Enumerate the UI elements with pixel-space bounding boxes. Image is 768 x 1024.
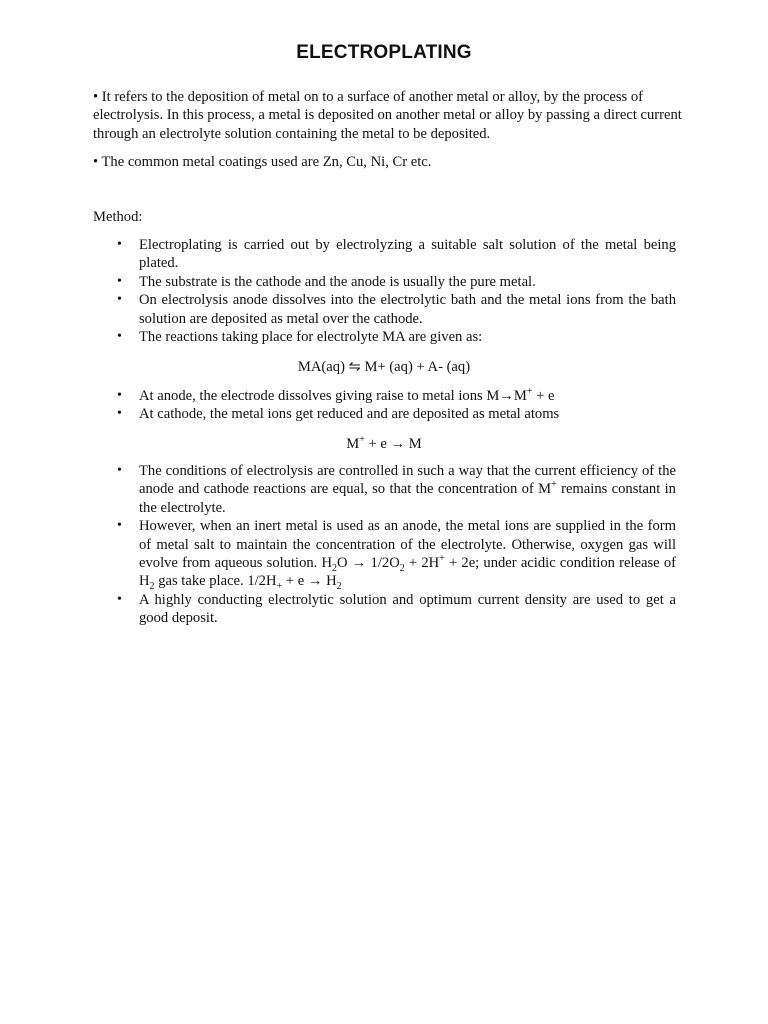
method-list-1 xyxy=(139,236,676,346)
list-item: • Electroplating is carried out by electrolyzing a suitable salt solution of the metal being plated. xyxy=(139,236,676,273)
anode-text: At anode, the electrode dissolves giving raise to metal ions M→M xyxy=(139,388,527,404)
list-item-cathode: • At cathode, the metal ions get reduced and are deposited as metal atoms xyxy=(139,405,676,423)
anode-tail: + e xyxy=(532,388,555,404)
list-item: • On electrolysis anode dissolves into the electrolytic bath and the metal ions from the bath solution are deposited as metal over the cathode. xyxy=(139,291,676,328)
method-list-2 xyxy=(139,387,676,424)
equation-reduction xyxy=(0,435,768,453)
list-item-deposit: • A highly conducting electrolytic solution and optimum current density are used to get a good deposit. xyxy=(139,591,676,628)
intro-paragraph-definition: • It refers to the deposition of metal on to a surface of another metal or alloy, by the process of electrolysis. In this process, a metal is deposited on another metal or alloy by passing a direct current through an electrolyte solution containing the metal to be deposited. xyxy=(93,89,682,142)
superscript: + xyxy=(359,434,365,446)
subscript: 2 xyxy=(332,562,338,574)
list-item-inert-anode xyxy=(139,517,676,591)
inert-text: + 2e; under acidic condition release of H xyxy=(139,555,676,590)
inert-text: + e → H xyxy=(282,573,337,590)
subscript: 2 xyxy=(399,562,405,574)
page-title: ELECTROPLATING xyxy=(296,42,472,63)
inert-text: However, when an inert metal is used as an anode, the metal ions are supplied in the form of metal salt to maintain the concentration of the electrolyte. Otherwise, oxygen gas will evolve from aqueous solution. H xyxy=(139,518,676,572)
superscript: + xyxy=(526,386,533,398)
subscript: 2 xyxy=(149,581,155,593)
equation-dissociation: MA(aq) ⇋ M+ (aq) + A- (aq) xyxy=(297,359,471,375)
method-heading: Method: xyxy=(93,209,143,225)
intro-paragraph-coatings: • The common metal coatings used are Zn, Cu, Ni, Cr etc. xyxy=(93,154,432,170)
inert-text: + 2H xyxy=(404,555,440,572)
method-list-3 xyxy=(139,462,676,628)
conditions-text: The conditions of electrolysis are controlled in such a way that the current efficiency of the anode and cathode reactions are equal, so that the concentration of M xyxy=(139,463,676,498)
subscript: + xyxy=(276,581,283,593)
superscript: + xyxy=(439,553,445,565)
conditions-text-end: remains constant in the electrolyte. xyxy=(139,481,676,516)
equation-rhs: + e → M xyxy=(364,436,422,452)
list-item-anode xyxy=(139,387,676,405)
superscript: + xyxy=(551,479,557,491)
list-item: • The substrate is the cathode and the anode is usually the pure metal. xyxy=(139,273,676,291)
list-item-conditions xyxy=(139,462,676,517)
list-item: • The reactions taking place for electrolyte MA are given as: xyxy=(139,328,676,346)
inert-text: gas take place. 1/2H xyxy=(154,573,277,590)
subscript: 2 xyxy=(336,581,342,593)
inert-text: O → 1/2O xyxy=(337,555,400,572)
equation-lhs: M xyxy=(346,436,360,452)
